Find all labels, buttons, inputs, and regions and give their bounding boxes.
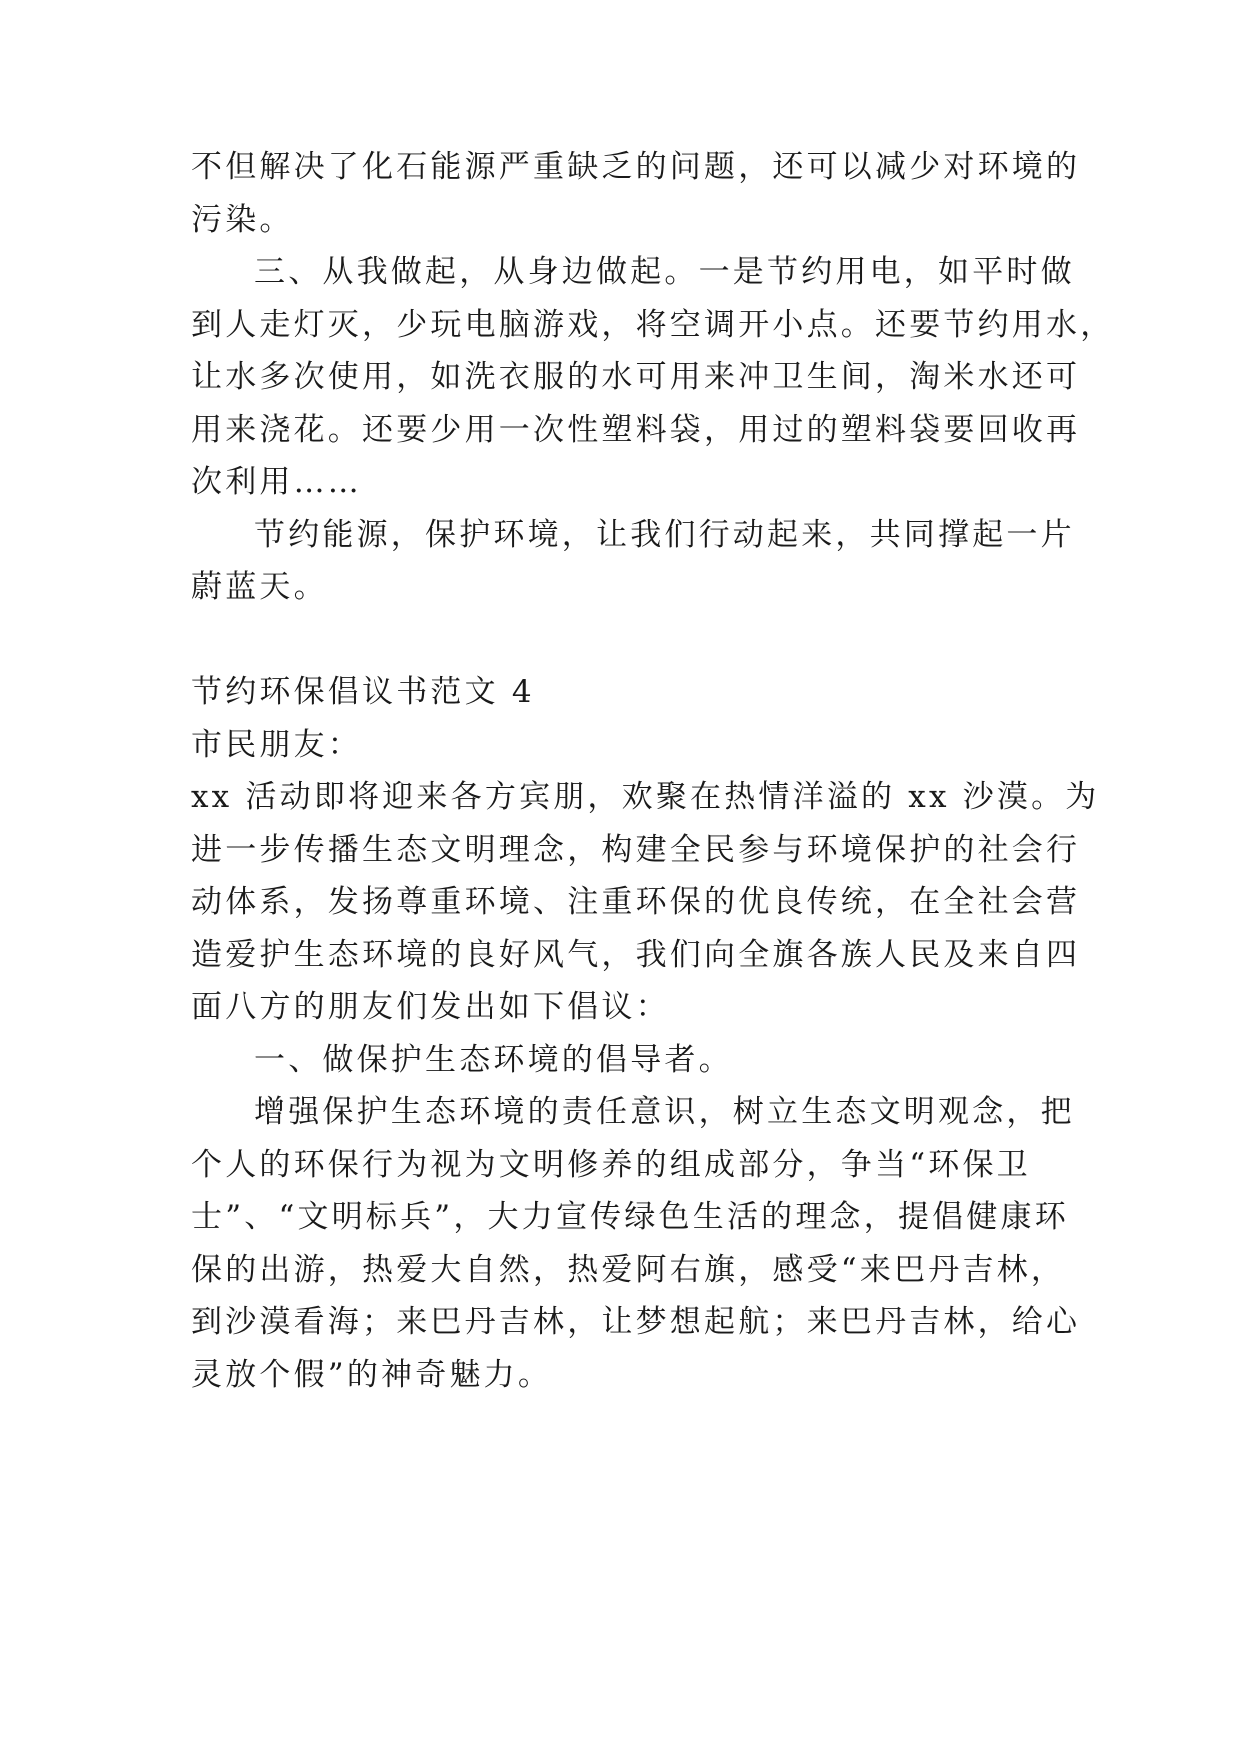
- body-text-line: 面八方的朋友们发出如下倡议：: [191, 989, 670, 1025]
- body-text-line: 到人走灯灭，少玩电脑游戏，将空调开小点。还要节约用水，: [191, 307, 1115, 343]
- body-text-line: 造爱护生态环境的良好风气，我们向全旗各族人民及来自四: [191, 937, 1081, 973]
- body-text-line: 士”、“文明标兵”，大力宣传绿色生活的理念，提倡健康环: [191, 1199, 1069, 1235]
- body-text-line: 进一步传播生态文明理念，构建全民参与环境保护的社会行: [191, 832, 1081, 868]
- body-text-line: 保的出游，热爱大自然，热爱阿右旗，感受“来巴丹吉林，: [191, 1252, 1066, 1288]
- section-heading: 节约环保倡议书范文 4: [191, 674, 535, 710]
- paragraph-first-line: 节约能源，保护环境，让我们行动起来，共同撑起一片: [254, 517, 1075, 553]
- body-text-line: 蔚蓝天。: [191, 569, 328, 605]
- body-text-line: 污染。: [191, 202, 294, 238]
- paragraph-first-line: 增强保护生态环境的责任意识，树立生态文明观念，把: [254, 1094, 1075, 1130]
- body-text-line: 灵放个假”的神奇魅力。: [191, 1357, 553, 1393]
- list-item-heading: 一、做保护生态环境的倡导者。: [254, 1042, 733, 1078]
- body-text-line: 动体系，发扬尊重环境、注重环保的优良传统，在全社会营: [191, 884, 1081, 920]
- body-text-line: 次利用……: [191, 464, 362, 500]
- body-text-line: 用来浇花。还要少用一次性塑料袋，用过的塑料袋要回收再: [191, 412, 1081, 448]
- body-text-line: 个人的环保行为视为文明修养的组成部分，争当“环保卫: [191, 1147, 1031, 1183]
- body-text-line: 不但解决了化石能源严重缺乏的问题，还可以减少对环境的: [191, 149, 1081, 185]
- salutation: 市民朋友：: [191, 727, 362, 763]
- body-text-line: xx 活动即将迎来各方宾朋，欢聚在热情洋溢的 xx 沙漠。为: [191, 779, 1100, 815]
- body-text-line: 到沙漠看海；来巴丹吉林，让梦想起航；来巴丹吉林，给心: [191, 1304, 1081, 1340]
- body-text-line: 让水多次使用，如洗衣服的水可用来冲卫生间，淘米水还可: [191, 359, 1081, 395]
- paragraph-first-line: 三、从我做起，从身边做起。一是节约用电，如平时做: [254, 254, 1075, 290]
